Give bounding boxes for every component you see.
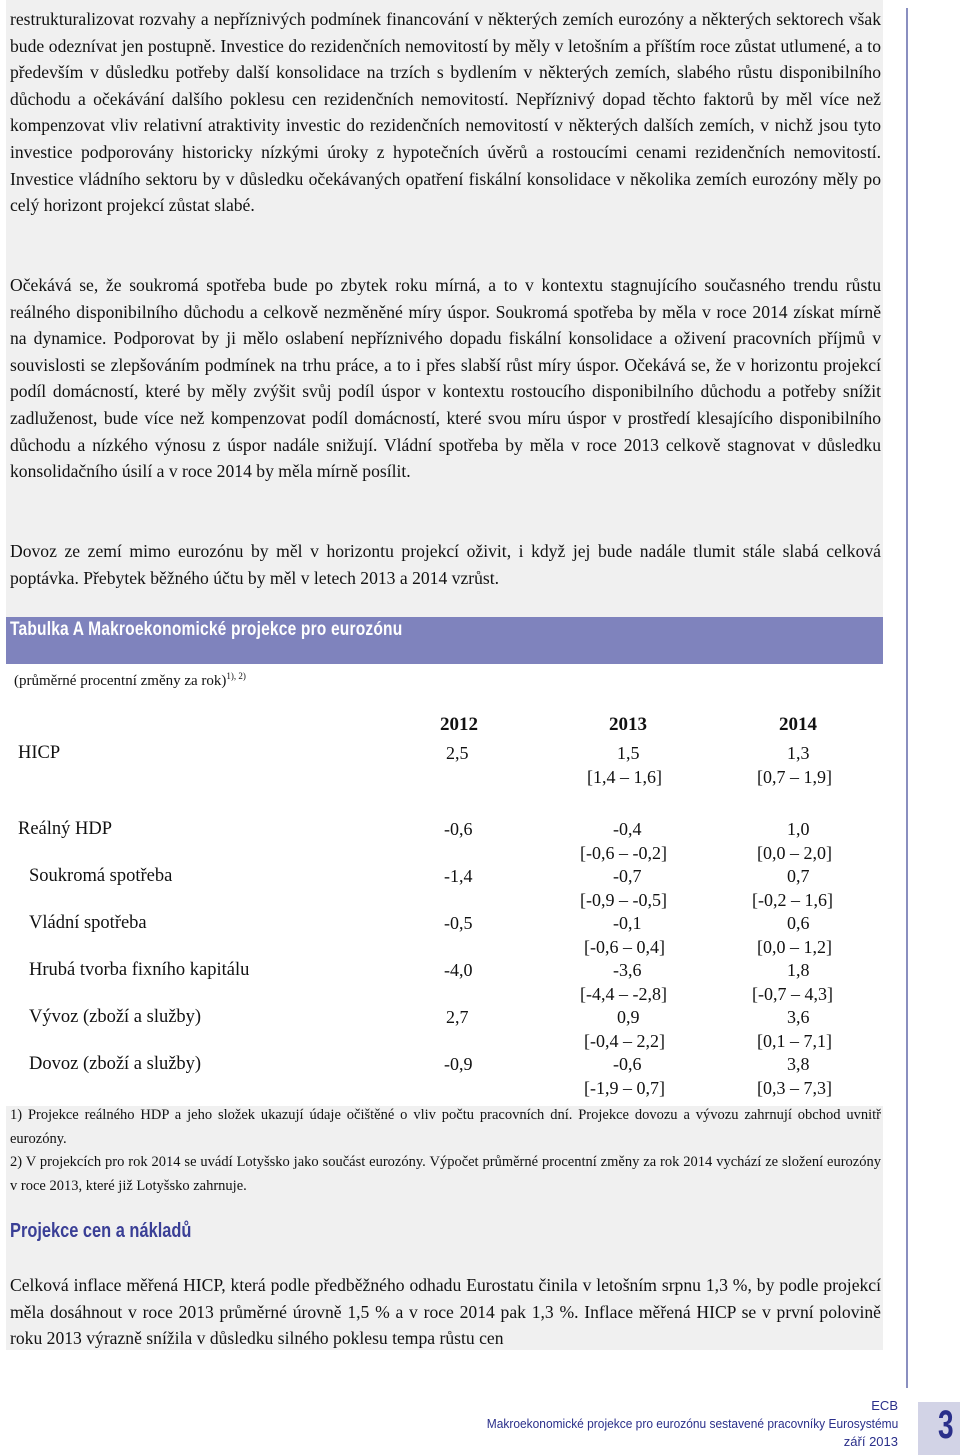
cell-2014: 3,6 bbox=[787, 1007, 810, 1027]
cell-2013-range: [-0,6 – 0,4] bbox=[584, 937, 665, 957]
cell-2014-range: [-0,7 – 4,3] bbox=[752, 984, 833, 1004]
table-units-footnote-ref: 1), 2) bbox=[226, 671, 246, 681]
cell-2013-range: [-0,4 – 2,2] bbox=[584, 1031, 665, 1051]
cell-2012: 2,7 bbox=[446, 1007, 469, 1027]
row-label-private-consumption: Soukromá spotřeba bbox=[29, 866, 173, 886]
footer-date: září 2013 bbox=[843, 1434, 898, 1449]
cell-2014: 1,8 bbox=[787, 960, 810, 980]
row-label-gross-fixed-capital: Hrubá tvorba fixního kapitálu bbox=[29, 960, 250, 980]
cell-2013-range: [-4,4 – -2,8] bbox=[580, 984, 667, 1004]
row-label-imports: Dovoz (zboží a služby) bbox=[29, 1054, 202, 1074]
row-label-hicp: HICP bbox=[18, 743, 61, 763]
cell-2014-range: [0,7 – 1,9] bbox=[757, 767, 832, 787]
cell-2014-range: [0,1 – 7,1] bbox=[757, 1031, 832, 1051]
cell-2013: -0,1 bbox=[613, 913, 642, 933]
cell-2014: 0,7 bbox=[787, 866, 810, 886]
cell-2014: 0,6 bbox=[787, 913, 810, 933]
page-number: 3 bbox=[938, 1403, 954, 1447]
paragraph-inflation: Celková inflace měřená HICP, která podle předběžného odhadu Eurostatu činila v letošním srpnu 1,3 %, by podle projekcí měla dosáhnout v roce 2013 průměrné úrovně 1,5 % a v roce 2014 pak 1,3 %. Inflace měřená HICP se v první polovině roku 2013 výrazně snížila v důsledku silného poklesu tempa růstu cen bbox=[10, 1275, 881, 1349]
section-heading: Projekce cen a nákladů bbox=[10, 1220, 192, 1242]
cell-2014: 1,0 bbox=[787, 819, 810, 839]
footnote-1: 1) Projekce reálného HDP a jeho složek ukazují údaje očištěné o vliv počtu pracovních dní. Projekce dovozu a vývozu zahrnují obchod uvnitř eurozóny. bbox=[10, 1107, 881, 1147]
cell-2012: -0,6 bbox=[444, 819, 473, 839]
table-title: Tabulka A Makroekonomické projekce pro eurozónu bbox=[10, 619, 403, 640]
row-label-government-consumption: Vládní spotřeba bbox=[29, 913, 147, 933]
cell-2013: 1,5 bbox=[617, 743, 640, 763]
table-footnotes bbox=[10, 1104, 881, 1198]
cell-2014-range: [0,3 – 7,3] bbox=[757, 1078, 832, 1098]
footer-publication: Makroekonomické projekce pro eurozónu sestavené pracovníky Eurosystému bbox=[486, 1416, 898, 1431]
paragraph-consumption: Očekává se, že soukromá spotřeba bude po zbytek roku mírná, a to v kontextu stagnujícího současného trendu růstu reálného disponibilního důchodu a celkově nezměněné míry úspor. Soukromá spotřeba by měla v roce 2014 získat mírně na dynamice. Podporovat by ji mělo oslabení nepříznivého dopadu fiskální konsolidace a oživení pracovních příjmů v souvislosti se zlepšováním podmínek na trhu práce, a to i přes slabší růst míry úspor. Očekává se, že v horizontu projekcí podíl domácností, které by měly zvýšit svůj podíl úspor v kontextu rostoucího disponibilního důchodu a potřeby snížit zadluženost, bude více než kompenzovat podíl domácností, které svou míru úspor v prostředí klesajícího disponibilního důchodu a nízkého výnosu z úspor nadále snižují. Vládní spotřeba by měla v roce 2013 celkově stagnovat v důsledku konsolidačního úsilí a v roce 2014 by měla mírně posílit. bbox=[10, 275, 881, 482]
footnote-2: 2) V projekcích pro rok 2014 se uvádí Lotyšsko jako součást eurozóny. Výpočet průměrné procentní změny za rok 2014 vychází ze složení eurozóny v roce 2013, které již Lotyšsko zahrnuje. bbox=[10, 1154, 881, 1194]
cell-2013-range: [-1,9 – 0,7] bbox=[584, 1078, 665, 1098]
column-header-2012: 2012 bbox=[440, 714, 478, 735]
paragraph-imports: Dovoz ze zemí mimo eurozónu by měl v horizontu projekcí oživit, i když jej bude nadále tlumit stále slabá celková poptávka. Přebytek běžného účtu by měl v letech 2013 a 2014 vzrůst. bbox=[10, 541, 881, 588]
footer-org: ECB bbox=[871, 1398, 898, 1413]
column-header-2014: 2014 bbox=[779, 714, 817, 735]
cell-2014-range: [0,0 – 1,2] bbox=[757, 937, 832, 957]
cell-2013: -0,6 bbox=[613, 1054, 642, 1074]
cell-2013: 0,9 bbox=[617, 1007, 640, 1027]
cell-2013-range: [1,4 – 1,6] bbox=[587, 767, 662, 787]
cell-2012: -4,0 bbox=[444, 960, 473, 980]
cell-2013: -0,7 bbox=[613, 866, 642, 886]
cell-2014: 3,8 bbox=[787, 1054, 810, 1074]
cell-2013-range: [-0,6 – -0,2] bbox=[580, 843, 667, 863]
paragraph-investment: restrukturalizovat rozvahy a nepříznivých podmínek financování v některých zemích eurozóny a některých sektorech však bude odeznívat jen postupně. Investice do rezidenčních nemovitostí by měly v letošním a příštím roce zůstat utlumené, a to především v důsledku potřeby další konsolidace na trzích s bydlením v některých zemích, slabého růstu disponibilního důchodu a očekávání dalšího poklesu cen rezidenčních nemovitostí. Nepříznivý dopad těchto faktorů by měl více než kompenzovat vliv relativní atraktivity investic do rezidenčních nemovitostí v některých dalších zemích, v nichž jsou tyto investice podporovány historicky nízkými úroky z hypotečních úvěrů a rostoucími cenami rezidenčních nemovitostí. Investice vládního sektoru by v důsledku očekávaných opatření fiskální konsolidace v několika zemích eurozóny měly po celý horizont projekcí zůstat slabé. bbox=[10, 9, 881, 216]
cell-2014-range: [0,0 – 2,0] bbox=[757, 843, 832, 863]
page-margin-rule bbox=[906, 8, 908, 1388]
row-label-exports: Vývoz (zboží a služby) bbox=[29, 1007, 202, 1027]
column-header-2013: 2013 bbox=[609, 714, 647, 735]
cell-2012: -0,5 bbox=[444, 913, 473, 933]
cell-2012: -0,9 bbox=[444, 1054, 473, 1074]
row-label-real-gdp: Reálný HDP bbox=[18, 819, 113, 839]
table-units bbox=[14, 671, 246, 690]
cell-2013-range: [-0,9 – -0,5] bbox=[580, 890, 667, 910]
cell-2014: 1,3 bbox=[787, 743, 810, 763]
cell-2014-range: [-0,2 – 1,6] bbox=[752, 890, 833, 910]
table-units-text: (průměrné procentní změny za rok) bbox=[14, 673, 227, 689]
cell-2013: -3,6 bbox=[613, 960, 642, 980]
cell-2013: -0,4 bbox=[613, 819, 642, 839]
cell-2012: 2,5 bbox=[446, 743, 469, 763]
cell-2012: -1,4 bbox=[444, 866, 473, 886]
